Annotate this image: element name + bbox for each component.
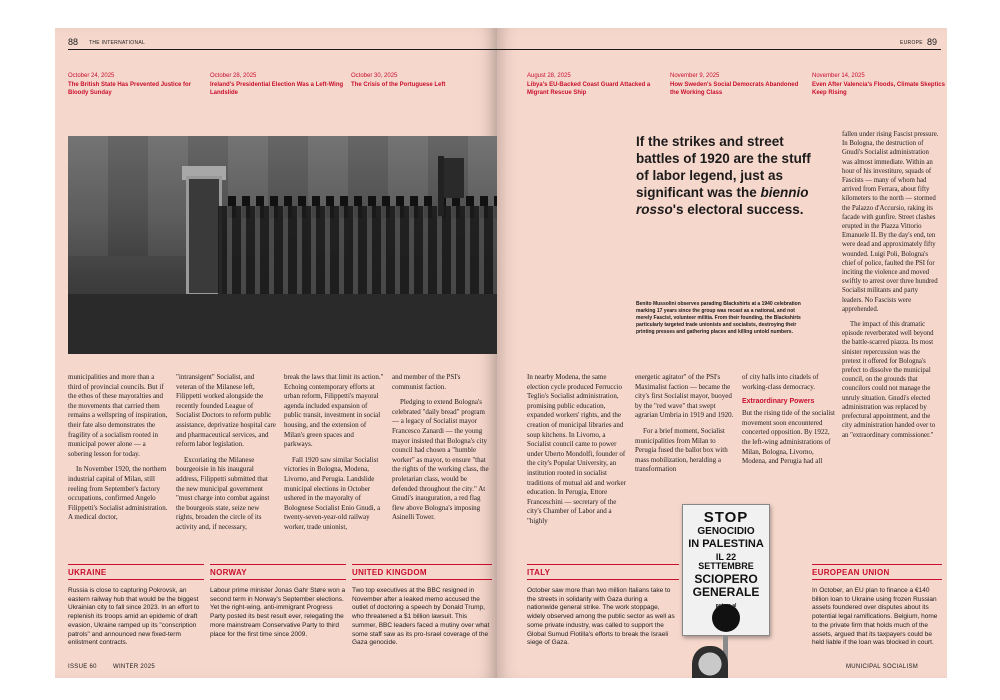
body-column-6 [635,373,735,481]
dated-link-date: October 24, 2025 [68,73,115,79]
news-item-norway [210,564,346,639]
dated-link-date: November 14, 2025 [812,73,865,79]
paragraph: Fall 1920 saw similar Socialist victories in Bologna, Modena, Livorno, and Perugia. Landslide municipal elections in October ushered in the mayoralty of Bolognese Socialist Enio Gnudi, a twenty-seven-year-old railway worker, trade unionist, [284,455,381,531]
page-number: 88 [68,37,79,47]
photo-marching-ranks [218,206,497,306]
photo-caption: Benito Mussolini observes parading Blackshirts at a 1940 celebration marking 17 years since the group was recast as a national, and not merely Fascist, volunteer militia. From their founding, the Blackshirts particularly targeted trade unionists and socialists, destroying their printing presses and gathering places and killing untold numbers. [636,301,801,335]
page-number: 89 [927,37,938,47]
paragraph: Excoriating the Milanese bourgeoisie in his inaugural address, Filippetti submitted that the new municipal government "must charge into combat against the bourgeois state, seize new rights, broaden the circle of its activity and, if necessary, [176,455,270,531]
paragraph: of city halls into citadels of working-class democracy. [742,373,819,391]
dated-link-3[interactable] [351,73,485,89]
news-label: UNITED KINGDOM [352,564,492,580]
dated-link-title: Libya's EU-Backed Coast Guard Attacked a Migrant Rescue Ship [527,82,651,96]
dated-link-2[interactable] [210,73,344,97]
paragraph: fallen under rising Fascist pressure. In Bologna, the destruction of Gnudi's Socialist administration was almost immediate. Within an hour of his investiture, squads of Fascists — many of whom had arrived from Ferrara, about fifty kilometers to the north — stormed the Palazzo d'Accursio, raking its facade with gunfire. Street clashes erupted in the Piazza Vittorio Emanuele II. By the day's end, ten were dead and approximately fifty wounded. Luigi Poli, Bologna's chief of police, faulted the PSI for inciting the violence and moved swiftly to arrest over three hundred Socialist militants and party leaders. No Fascists were apprehended. [842,131,939,313]
news-text: Russia is close to capturing Pokrovsk, an eastern railway hub that would be the biggest Ukrainian city to fall since 2023. In an effort to replenish its troops amid an epidemic of draft evasion, Ukraine ramped up its "conscription patrols" and announced new fixed-term enlistment contracts. [68,587,200,647]
protester-figure [692,646,728,678]
sign-line: IL 22 SETTEMBRE [698,552,754,571]
paragraph: energetic agitator" of the PSI's Maximalist faction — became the city's first Socialist mayor, buoyed by the "red wave" that swept agrarian Umbria in 1919 and 1920. [635,373,734,420]
paragraph: For a brief moment, Socialist municipalities from Milan to Perugia fused the ballot box with mass mobilization, heralding a transformation [635,426,728,474]
sign-line: STOP [703,509,749,526]
blackshirts-photo [68,136,497,354]
paragraph: municipalities and more than a third of provincial councils. But if the ethos of these mayoralties and the movements that carried them remains a wellspring of inspiration, their fate also demonstrates the fragility of a socialism rooted in municipal power alone — a sobering lesson for today. [68,373,168,458]
news-item-european-union [812,564,942,648]
left-page [55,28,497,678]
news-label: EUROPEAN UNION [812,564,942,580]
header-rule [497,49,941,50]
dated-link-6[interactable] [812,73,946,97]
section-subhead: Extraordinary Powers [742,398,815,406]
dated-link-date: October 30, 2025 [351,73,398,79]
news-text: Labour prime minister Jonas Gahr Støre won a second term in Norway's September elections. Yet the right-wing, anti-immigrant Progress Party posted its best result ever, relegating the more mainstream Conservative Party to third place for the first time since 2009. [210,587,346,638]
news-text: October saw more than two million Italians take to the streets in solidarity with Gaza during a nationwide general strike. The work stoppage, widely observed among the public sector as well as some private industry, was called to support the Global Sumud Flotilla's efforts to break the Israeli siege of Gaza. [527,587,675,647]
news-text: In October, an EU plan to finance a €140 billion loan to Ukraine using frozen Russian assets foundered over disputes about its potential legal ramifications. Belgium, home to the private firm that holds much of the assets, argued that its taxpayers could be held liable if the loan was blocked in court. [812,587,938,647]
paragraph: "intransigent" Socialist, and veteran of the Milanese left, Filippetti worked alongside the recently founded League of Socialist Doctors to reform public assistance, deprivatize hospital care and pharmaceutical services, and reform labor legislation. [176,373,276,449]
paragraph: In November 1920, the northern industrial capital of Milan, still reeling from September's factory occupations, confirmed Angelo Filippetti's Socialist administration. A medical doctor, [68,465,168,522]
footer-season: WINTER 2025 [113,664,155,670]
sign-line: IN PALESTINA [688,538,764,550]
body-column-2 [176,373,276,539]
news-label: UKRAINE [68,564,204,580]
dated-link-date: October 28, 2025 [210,73,257,79]
sign-line: GENOCIDIO [697,526,755,537]
news-label: ITALY [527,564,679,580]
news-item-italy [527,564,679,648]
dated-link-4[interactable] [527,73,661,97]
running-header: THE INTERNATIONAL [89,40,146,46]
paragraph: break the laws that limit its action." Echoing contemporary efforts at urban reform, Filippetti's mayoral agenda included expansion of public transit, investment in social housing, and the extension of Milan's green spaces and parkways. [284,373,384,449]
body-column-4 [392,373,492,529]
running-header: EUROPE [900,40,923,46]
paragraph: In nearby Modena, the same election cycle produced Ferruccio Teglio's Socialist administration, promising public education, expanded workers' rights, and the creation of municipal libraries and soup kitchens. In Livorno, a Socialist council came to power under Uberto Mondolfi, founder of the city's Popular University, an institution rooted in socialist traditions of mutual aid and worker education. In Perugia, Ettore Franceschini — secretary of the city's Chamber of Labor and a "highly [527,373,626,525]
photo-flag [444,158,464,198]
body-column-3 [284,373,384,539]
dated-link-date: August 28, 2025 [527,73,571,79]
protest-sign-photo [682,504,770,636]
photo-doorway [186,176,222,296]
body-column-5 [527,373,627,533]
footer-issue: ISSUE 60 [68,664,97,670]
news-text: Two top executives at the BBC resigned in November after a leaked memo accused the outlet of doctoring a speech by Donald Trump, who threatened a $1 billion lawsuit. This summer, BBC leaders faced a mutiny over what some staff saw as its pro-Israel coverage of the Gaza genocide. [352,587,490,647]
footer-section: MUNICIPAL SOCIALISM [846,664,919,670]
sign-logo: potere al popolo! [712,604,740,632]
body-column-7 [742,373,837,473]
dated-link-5[interactable] [670,73,804,97]
news-item-ukraine [68,564,204,648]
paragraph: The impact of this dramatic episode reverberated well beyond the battle-scarred piazza. Its most sinister repercussion was the pretext it offered for Bologna's prefect to dissolve the municipal council, on the grounds that councilors could not manage the unruly situation. Gnudi's elected administration was replaced by prefectural appointment, and the city administration handed over to an "extraordinary commissioner." [842,321,936,439]
dated-link-date: November 9, 2025 [670,73,720,79]
dated-link-1[interactable] [68,73,202,97]
header-rule [68,49,497,50]
dated-link-title: Even After Valencia's Floods, Climate Skeptics Keep Rising [812,82,945,96]
sign-line: SCIOPERO [694,572,758,586]
dated-link-title: The Crisis of the Portuguese Left [351,82,446,88]
sign-line: GENERALE [692,585,760,599]
dated-link-title: How Sweden's Social Democrats Abandoned the Working Class [670,82,799,96]
body-column-1 [68,373,168,529]
paragraph: But the rising tide of the socialist movement soon encountered concerted opposition. By 1922, the left-wing administrations of Milan, Bologna, Livorno, Modena, and Perugia had all [742,409,835,466]
pull-quote: If the strikes and street battles of 1920 are the stuff of labor legend, just as significant was the biennio rosso's electoral success. [636,134,811,217]
news-item-united-kingdom [352,564,492,648]
news-label: NORWAY [210,564,346,580]
paragraph: and member of the PSI's communist faction. [392,373,461,391]
photo-ground [68,294,497,354]
body-column-8 [842,130,940,446]
dated-link-title: Ireland's Presidential Election Was a Left-Wing Landslide [210,82,344,96]
right-page [497,28,947,678]
dated-link-title: The British State Has Prevented Justice for Bloody Sunday [68,82,192,96]
paragraph: Pledging to extend Bologna's celebrated "daily bread" program — a legacy of Socialist mayor Francesco Zanardi — the young mayor insisted that Bologna's city council had chosen a "humble worker" as mayor, to ensure "that the rights of the working class, the proletarian class, would be defended throughout the city." At Gnudi's inauguration, a red flag flew above Bologna's imposing Asinelli Tower. [392,398,489,522]
